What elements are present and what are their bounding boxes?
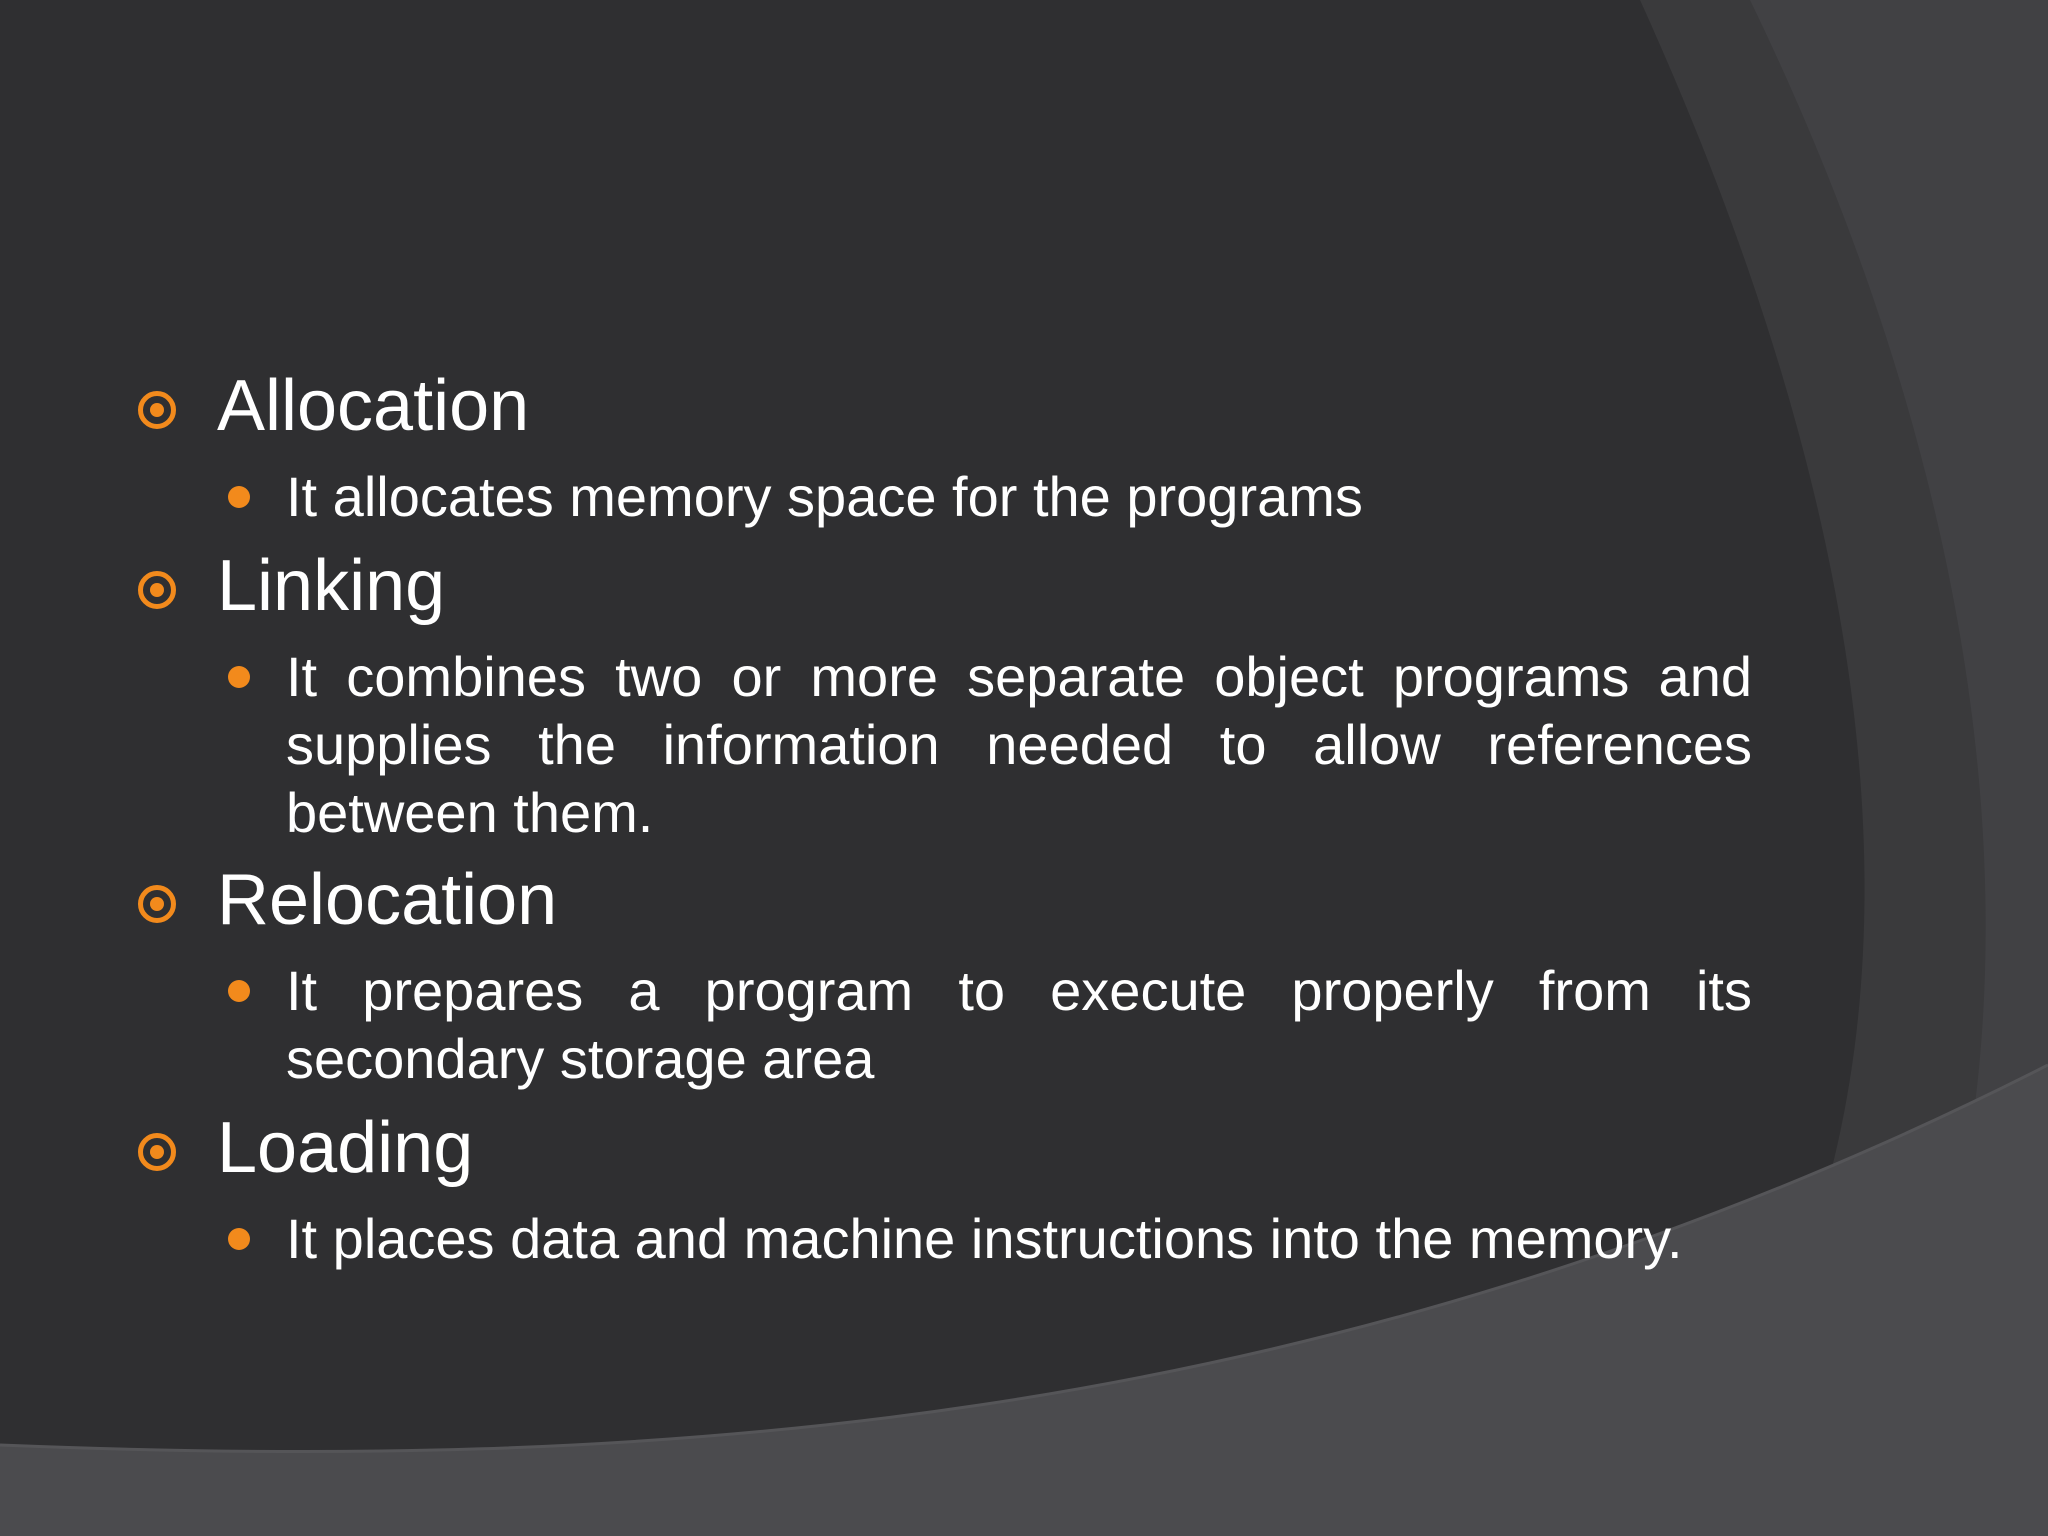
sub-bullet-icon [228,980,250,1002]
topic-detail-linking: It combines two or more separate object programs and supplies the information needed to allow references between them. [286,645,1752,844]
topic-title-relocation: Relocation [217,860,558,940]
topic-bullet-icon [138,391,176,429]
topic-bullet-icon [138,1133,176,1171]
topic-title-loading: Loading [217,1108,474,1188]
sub-bullet-icon [228,486,250,508]
topic-bullet-icon [138,885,176,923]
topic-title-allocation: Allocation [217,366,530,446]
topic-title-linking: Linking [217,546,446,626]
topic-detail-loading: It places data and machine instructions into the memory. [286,1207,1683,1270]
topic-bullet-icon [138,571,176,609]
sub-bullet-icon [228,1228,250,1250]
topic-detail-relocation: It prepares a program to execute properly from its secondary storage area [286,959,1752,1090]
sub-bullet-icon [228,666,250,688]
topic-detail-allocation: It allocates memory space for the programs [286,465,1363,528]
